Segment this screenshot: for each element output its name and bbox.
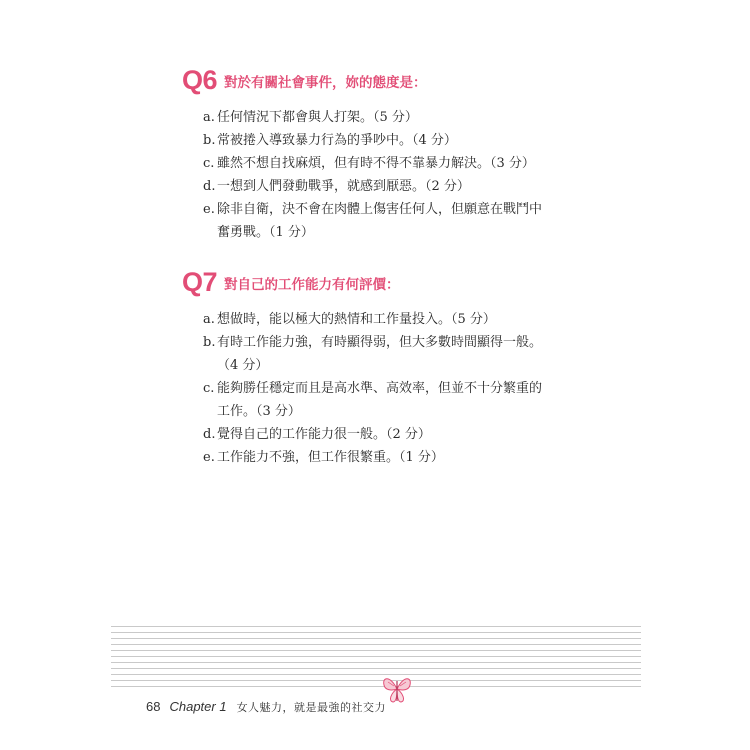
ruled-line bbox=[111, 668, 641, 669]
question-6 bbox=[182, 60, 582, 244]
option-letter: d. bbox=[203, 179, 216, 194]
option-text: 能夠勝任穩定而且是高水準、高效率，但並不十分繁重的工作。（3 分） bbox=[217, 381, 543, 419]
option-text: 任何情況下都會與人打架。（5 分） bbox=[217, 110, 418, 125]
question-7 bbox=[182, 262, 582, 469]
chapter-title: 女人魅力，就是最強的社交力 bbox=[236, 701, 387, 714]
option-letter: d. bbox=[203, 427, 216, 442]
option-letter: b. bbox=[203, 133, 216, 148]
option-text: 想做時，能以極大的熱情和工作量投入。（5 分） bbox=[217, 312, 496, 327]
option-item bbox=[203, 377, 547, 423]
ruled-line bbox=[111, 674, 641, 675]
page-footer bbox=[146, 699, 386, 715]
option-item bbox=[203, 129, 547, 152]
option-item bbox=[203, 331, 547, 377]
option-letter: e. bbox=[203, 450, 215, 465]
option-letter: b. bbox=[203, 335, 216, 350]
option-letter: a. bbox=[203, 110, 215, 125]
ruled-line bbox=[111, 626, 641, 627]
option-letter: c. bbox=[203, 156, 215, 171]
option-letter: c. bbox=[203, 381, 215, 396]
ruled-line bbox=[111, 656, 641, 657]
option-item bbox=[203, 446, 547, 469]
question-7-title: 對自己的工作能力有何評價： bbox=[224, 277, 400, 293]
ruled-line bbox=[111, 680, 641, 681]
option-text: 除非自衛，決不會在肉體上傷害任何人，但願意在戰鬥中奮勇戰。（1 分） bbox=[217, 202, 543, 240]
ruled-line bbox=[111, 686, 641, 687]
question-7-number: Q7 bbox=[182, 267, 218, 297]
option-text: 有時工作能力強，有時顯得弱，但大多數時間顯得一般。（4 分） bbox=[217, 335, 543, 373]
option-text: 雖然不想自找麻煩，但有時不得不靠暴力解決。（3 分） bbox=[217, 156, 535, 171]
ruled-line bbox=[111, 644, 641, 645]
option-item bbox=[203, 106, 547, 129]
chapter-label: Chapter 1 bbox=[169, 699, 227, 714]
question-6-number: Q6 bbox=[182, 65, 218, 95]
question-6-title: 對於有關社會事件，妳的態度是： bbox=[224, 75, 427, 91]
option-text: 常被捲入導致暴力行為的爭吵中。（4 分） bbox=[217, 133, 457, 148]
ruled-line bbox=[111, 632, 641, 633]
question-7-heading bbox=[182, 262, 582, 296]
option-item bbox=[203, 423, 547, 446]
option-item bbox=[203, 175, 547, 198]
question-7-options bbox=[203, 308, 582, 469]
ruled-line bbox=[111, 662, 641, 663]
option-item bbox=[203, 198, 547, 244]
option-item bbox=[203, 152, 547, 175]
option-text: 一想到人們發動戰爭，就感到厭惡。（2 分） bbox=[217, 179, 470, 194]
option-text: 覺得自己的工作能力很一般。（2 分） bbox=[217, 427, 431, 442]
option-text: 工作能力不強，但工作很繁重。（1 分） bbox=[217, 450, 444, 465]
page-number: 68 bbox=[146, 699, 161, 714]
option-letter: a. bbox=[203, 312, 215, 327]
ruled-lines bbox=[111, 626, 641, 686]
question-6-heading bbox=[182, 60, 582, 94]
option-item bbox=[203, 308, 547, 331]
ruled-line bbox=[111, 650, 641, 651]
ruled-line bbox=[111, 638, 641, 639]
option-letter: e. bbox=[203, 202, 215, 217]
question-6-options bbox=[203, 106, 582, 244]
